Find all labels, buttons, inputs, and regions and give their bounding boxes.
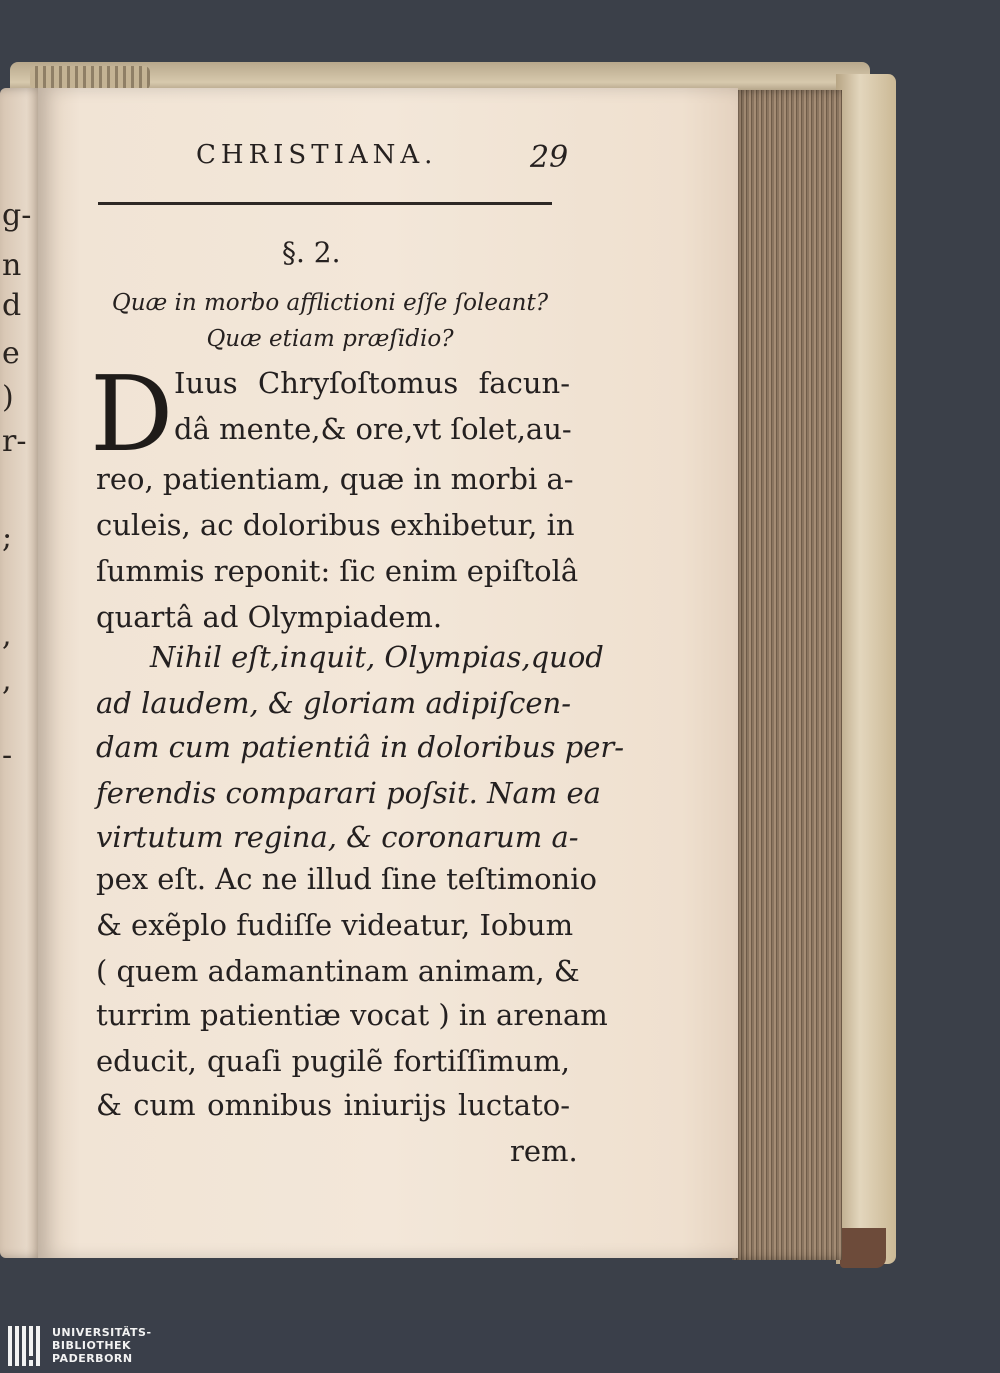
text-line: ad laudem, & gloriam adipiſcen- [96,686,572,720]
book-cover-right [836,74,896,1264]
text-line: ( quem adamantinam animam, & [96,954,580,988]
running-head: CHRISTIANA. [196,140,438,170]
text-line: reo, patientiam, quæ in morbi a- [96,462,574,496]
left-page-fragment: , [2,663,12,698]
book-cover-corner [840,1228,886,1268]
text-line: pex eſt. Ac ne illud ſine teſtimonio [96,862,597,896]
text-line: ſummis reponit: ſic enim epiſtolâ [96,554,579,588]
left-page-fragment: r- [2,424,27,459]
text-line: dam cum patientiâ in doloribus per- [96,730,625,764]
text-line: dâ mente,& ore,vt ſolet,au- [174,412,572,446]
logo-line-1: UNIVERSITÄTS- [52,1326,152,1339]
text-line: ferendis comparari poſsit. Nam ea [96,776,601,810]
library-logo-icon [8,1326,46,1366]
left-page-fragment: g- [2,198,32,233]
text-line: culeis, ac doloribus exhibetur, in [96,508,575,542]
text-line: turrim patientiæ vocat ) in arenam [96,998,608,1032]
text-line: & cum omnibus iniurijs luctato- [96,1088,570,1122]
section-question-line-1: Quæ in morbo afflictioni eſſe ſoleant? [111,290,549,316]
section-mark: §. 2. [282,236,341,269]
text-line: & exẽplo fudiſſe videatur, Iobum [96,908,574,942]
text-line: Iuus Chryſoſtomus facun- [174,366,570,400]
page-number: 29 [530,140,569,175]
left-page-fragment: e [2,336,20,371]
text-line: Nihil eſt,inquit, Olympias,quod [150,640,604,674]
logo-line-2: BIBLIOTHEK [52,1339,132,1352]
left-page-fragment: ) [2,380,14,415]
page-edges [732,90,842,1260]
left-page-fragment: - [2,738,13,773]
text-line: virtutum regina, & coronarum a- [96,820,579,854]
left-page-fragment: n [2,248,22,283]
left-page-fragment: d [2,288,22,323]
binding-cord [30,66,150,90]
catchword-line: rem. [510,1134,578,1168]
library-logo-text [52,1326,152,1365]
left-page-fragment: , [2,618,12,653]
text-line: quartâ ad Olympiadem. [96,600,443,634]
left-page-fragment: ; [2,520,13,555]
section-question-line-2: Quæ etiam præſidio? [206,326,454,352]
text-line: educit, quaſi pugilẽ fortiſſimum, [96,1044,570,1078]
header-rule [98,202,552,205]
drop-cap: D [90,353,174,475]
logo-line-3: PADERBORN [52,1352,133,1365]
